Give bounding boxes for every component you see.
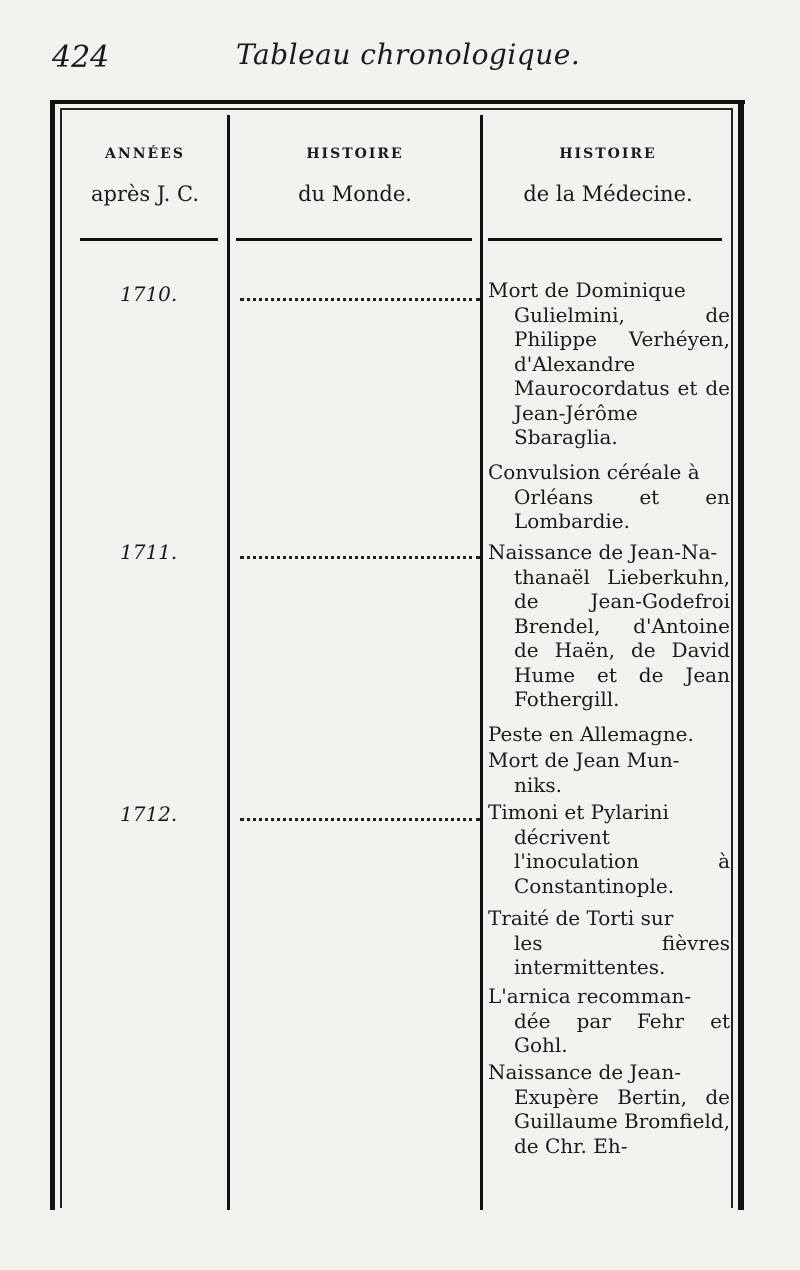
entry-continuation: dée par Fehr et Gohl. (514, 1008, 730, 1057)
column-subheader-medicine-history: de la Médecine. (523, 182, 693, 206)
column-header-medicine-history: HISTOIRE (559, 146, 657, 162)
running-title: Tableau chronologique. (236, 38, 581, 71)
column-header-years: ANNÉES (105, 146, 185, 162)
entry-1711-births (488, 540, 730, 712)
header-rule (488, 238, 722, 241)
entry-first-line: Timoni et Pylarini (488, 800, 669, 824)
entry-continuation: décrivent l'inoculation à Constantinople. (514, 824, 730, 898)
entry-first-line: Peste en Allemagne. (488, 722, 694, 746)
header-rule (236, 238, 472, 241)
entry-first-line: L'arnica recomman- (488, 984, 692, 1008)
column-subheader-world-history: du Monde. (298, 182, 412, 206)
frame-top-inner-border (60, 108, 732, 110)
column-header-world-history: HISTOIRE (306, 146, 404, 162)
entry-continuation: niks. (514, 772, 563, 797)
frame-left-border (50, 100, 55, 1210)
entry-1712-torti (488, 906, 730, 980)
entry-continuation: Exupère Bertin, de Guillaume Bromfield, de Chr. Eh- (514, 1084, 731, 1158)
entry-1712-arnica (488, 984, 730, 1058)
entry-first-line: Convulsion céréale à (488, 460, 700, 484)
entry-1711-death-munniks (488, 748, 730, 797)
entry-1712-inoculation (488, 800, 730, 898)
frame-right-border (738, 100, 744, 1210)
frame-left-inner-border (60, 108, 62, 1208)
entry-continuation: thanaël Lieberkuhn, de Jean-Godefroi Brendel, d'Antoine de Haën, de David Hume et de Jean Fothergill. (514, 564, 730, 711)
year-1712: 1712. (120, 802, 178, 826)
year-1711: 1711. (120, 540, 178, 564)
entry-first-line: Traité de Torti sur (488, 906, 674, 930)
entry-first-line: Naissance de Jean- (488, 1060, 681, 1084)
header-rule (80, 238, 218, 241)
entry-continuation: Gulielmini, de Philippe Verhéyen, d'Alexandre Maurocordatus et de Jean-Jérôme Sbaraglia. (514, 302, 730, 449)
entry-first-line: Mort de Jean Mun- (488, 748, 680, 772)
column-separator (480, 115, 483, 1210)
page-number: 424 (52, 40, 110, 75)
dot-leader (240, 298, 480, 301)
frame-right-inner-border (731, 108, 733, 1208)
frame-top-border (50, 100, 745, 104)
entry-1710-convulsion (488, 460, 730, 534)
entry-1711-plague (488, 722, 730, 747)
entry-1712-births (488, 1060, 730, 1158)
dot-leader (240, 556, 480, 559)
year-1710: 1710. (120, 282, 178, 306)
column-separator (227, 115, 230, 1210)
entry-continuation: les fièvres intermittentes. (514, 930, 730, 979)
entry-first-line: Mort de Dominique (488, 278, 686, 302)
entry-1710-deaths (488, 278, 730, 450)
dot-leader (240, 818, 480, 821)
entry-continuation: Orléans et en Lombardie. (514, 484, 730, 533)
entry-first-line: Naissance de Jean-Na- (488, 540, 718, 564)
column-subheader-years: après J. C. (90, 182, 199, 206)
